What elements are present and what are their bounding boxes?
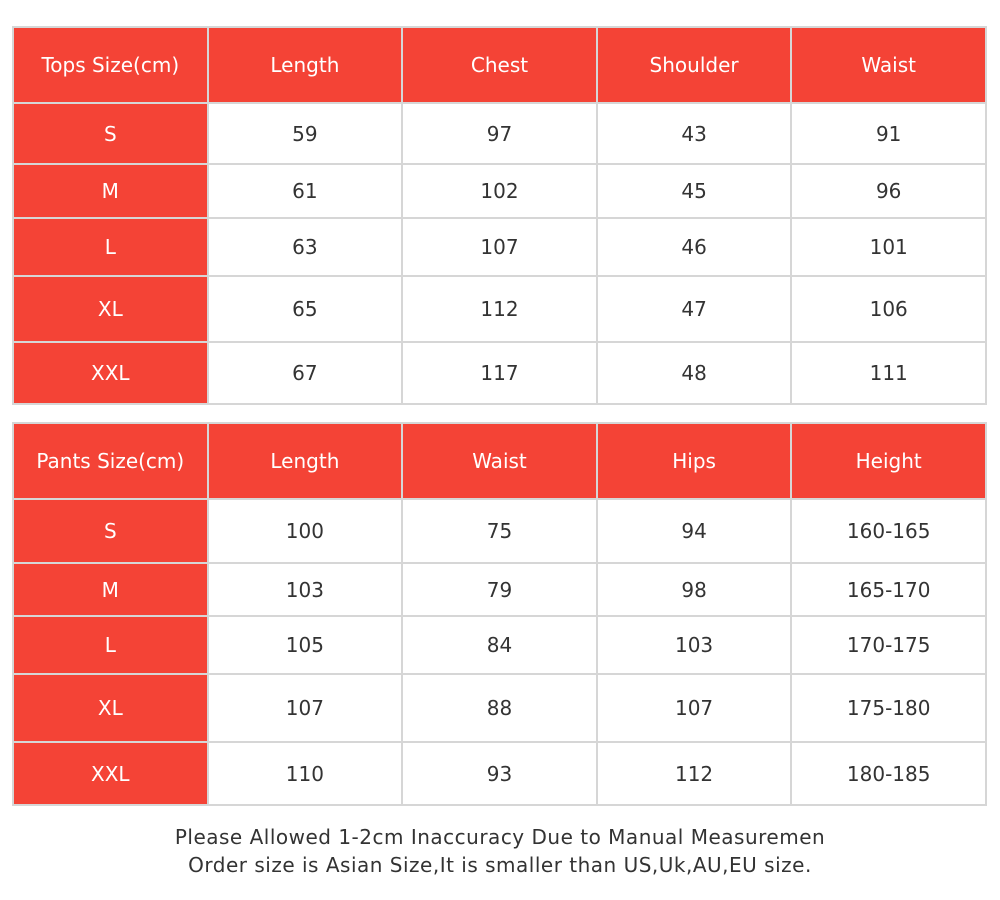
table-cell: 105	[208, 616, 403, 674]
table-cell: 101	[791, 218, 986, 276]
table-cell: 63	[208, 218, 403, 276]
size-label: XXL	[13, 742, 208, 805]
inaccuracy-note: Please Allowed 1-2cm Inaccuracy Due to Manual Measuremen	[174, 825, 826, 849]
pants-header-row	[13, 423, 986, 499]
table-cell: 94	[597, 499, 792, 563]
tops-header-size: Tops Size(cm)	[13, 27, 208, 103]
table-row	[13, 276, 986, 342]
table-row	[13, 103, 986, 164]
table-cell: 59	[208, 103, 403, 164]
pants-header-length: Length	[208, 423, 403, 499]
table-cell: 111	[791, 342, 986, 404]
table-cell: 160-165	[791, 499, 986, 563]
table-cell: 165-170	[791, 563, 986, 616]
table-cell: 180-185	[791, 742, 986, 805]
table-cell: 97	[402, 103, 597, 164]
table-cell: 43	[597, 103, 792, 164]
table-cell: 93	[402, 742, 597, 805]
table-cell: 170-175	[791, 616, 986, 674]
tops-header-chest: Chest	[402, 27, 597, 103]
size-label: M	[13, 563, 208, 616]
table-cell: 75	[402, 499, 597, 563]
table-cell: 117	[402, 342, 597, 404]
pants-header-size: Pants Size(cm)	[13, 423, 208, 499]
size-label: L	[13, 218, 208, 276]
table-cell: 61	[208, 164, 403, 218]
size-label: L	[13, 616, 208, 674]
table-cell: 107	[597, 674, 792, 742]
table-cell: 79	[402, 563, 597, 616]
size-label: XL	[13, 674, 208, 742]
table-cell: 107	[402, 218, 597, 276]
table-row	[13, 563, 986, 616]
table-cell: 46	[597, 218, 792, 276]
table-cell: 103	[208, 563, 403, 616]
tops-header-row	[13, 27, 986, 103]
table-cell: 107	[208, 674, 403, 742]
table-cell: 48	[597, 342, 792, 404]
pants-header-hips: Hips	[597, 423, 792, 499]
table-row	[13, 499, 986, 563]
pants-size-table	[12, 422, 987, 806]
table-cell: 67	[208, 342, 403, 404]
table-row	[13, 674, 986, 742]
size-label: S	[13, 103, 208, 164]
pants-header-height: Height	[791, 423, 986, 499]
size-label: XL	[13, 276, 208, 342]
table-cell: 103	[597, 616, 792, 674]
table-row	[13, 616, 986, 674]
size-label: M	[13, 164, 208, 218]
table-cell: 45	[597, 164, 792, 218]
table-cell: 91	[791, 103, 986, 164]
table-cell: 112	[402, 276, 597, 342]
pants-header-waist: Waist	[402, 423, 597, 499]
tops-header-waist: Waist	[791, 27, 986, 103]
table-cell: 110	[208, 742, 403, 805]
table-cell: 88	[402, 674, 597, 742]
table-cell: 102	[402, 164, 597, 218]
tops-size-table	[12, 26, 987, 405]
table-cell: 47	[597, 276, 792, 342]
size-label: S	[13, 499, 208, 563]
table-cell: 106	[791, 276, 986, 342]
tops-header-length: Length	[208, 27, 403, 103]
table-row	[13, 342, 986, 404]
table-cell: 98	[597, 563, 792, 616]
table-row	[13, 742, 986, 805]
size-label: XXL	[13, 342, 208, 404]
table-cell: 100	[208, 499, 403, 563]
asian-size-note: Order size is Asian Size,It is smaller than US,Uk,AU,EU size.	[188, 853, 812, 877]
table-row	[13, 218, 986, 276]
table-cell: 65	[208, 276, 403, 342]
table-cell: 112	[597, 742, 792, 805]
table-cell: 84	[402, 616, 597, 674]
table-row	[13, 164, 986, 218]
table-cell: 175-180	[791, 674, 986, 742]
table-cell: 96	[791, 164, 986, 218]
tops-header-shoulder: Shoulder	[597, 27, 792, 103]
